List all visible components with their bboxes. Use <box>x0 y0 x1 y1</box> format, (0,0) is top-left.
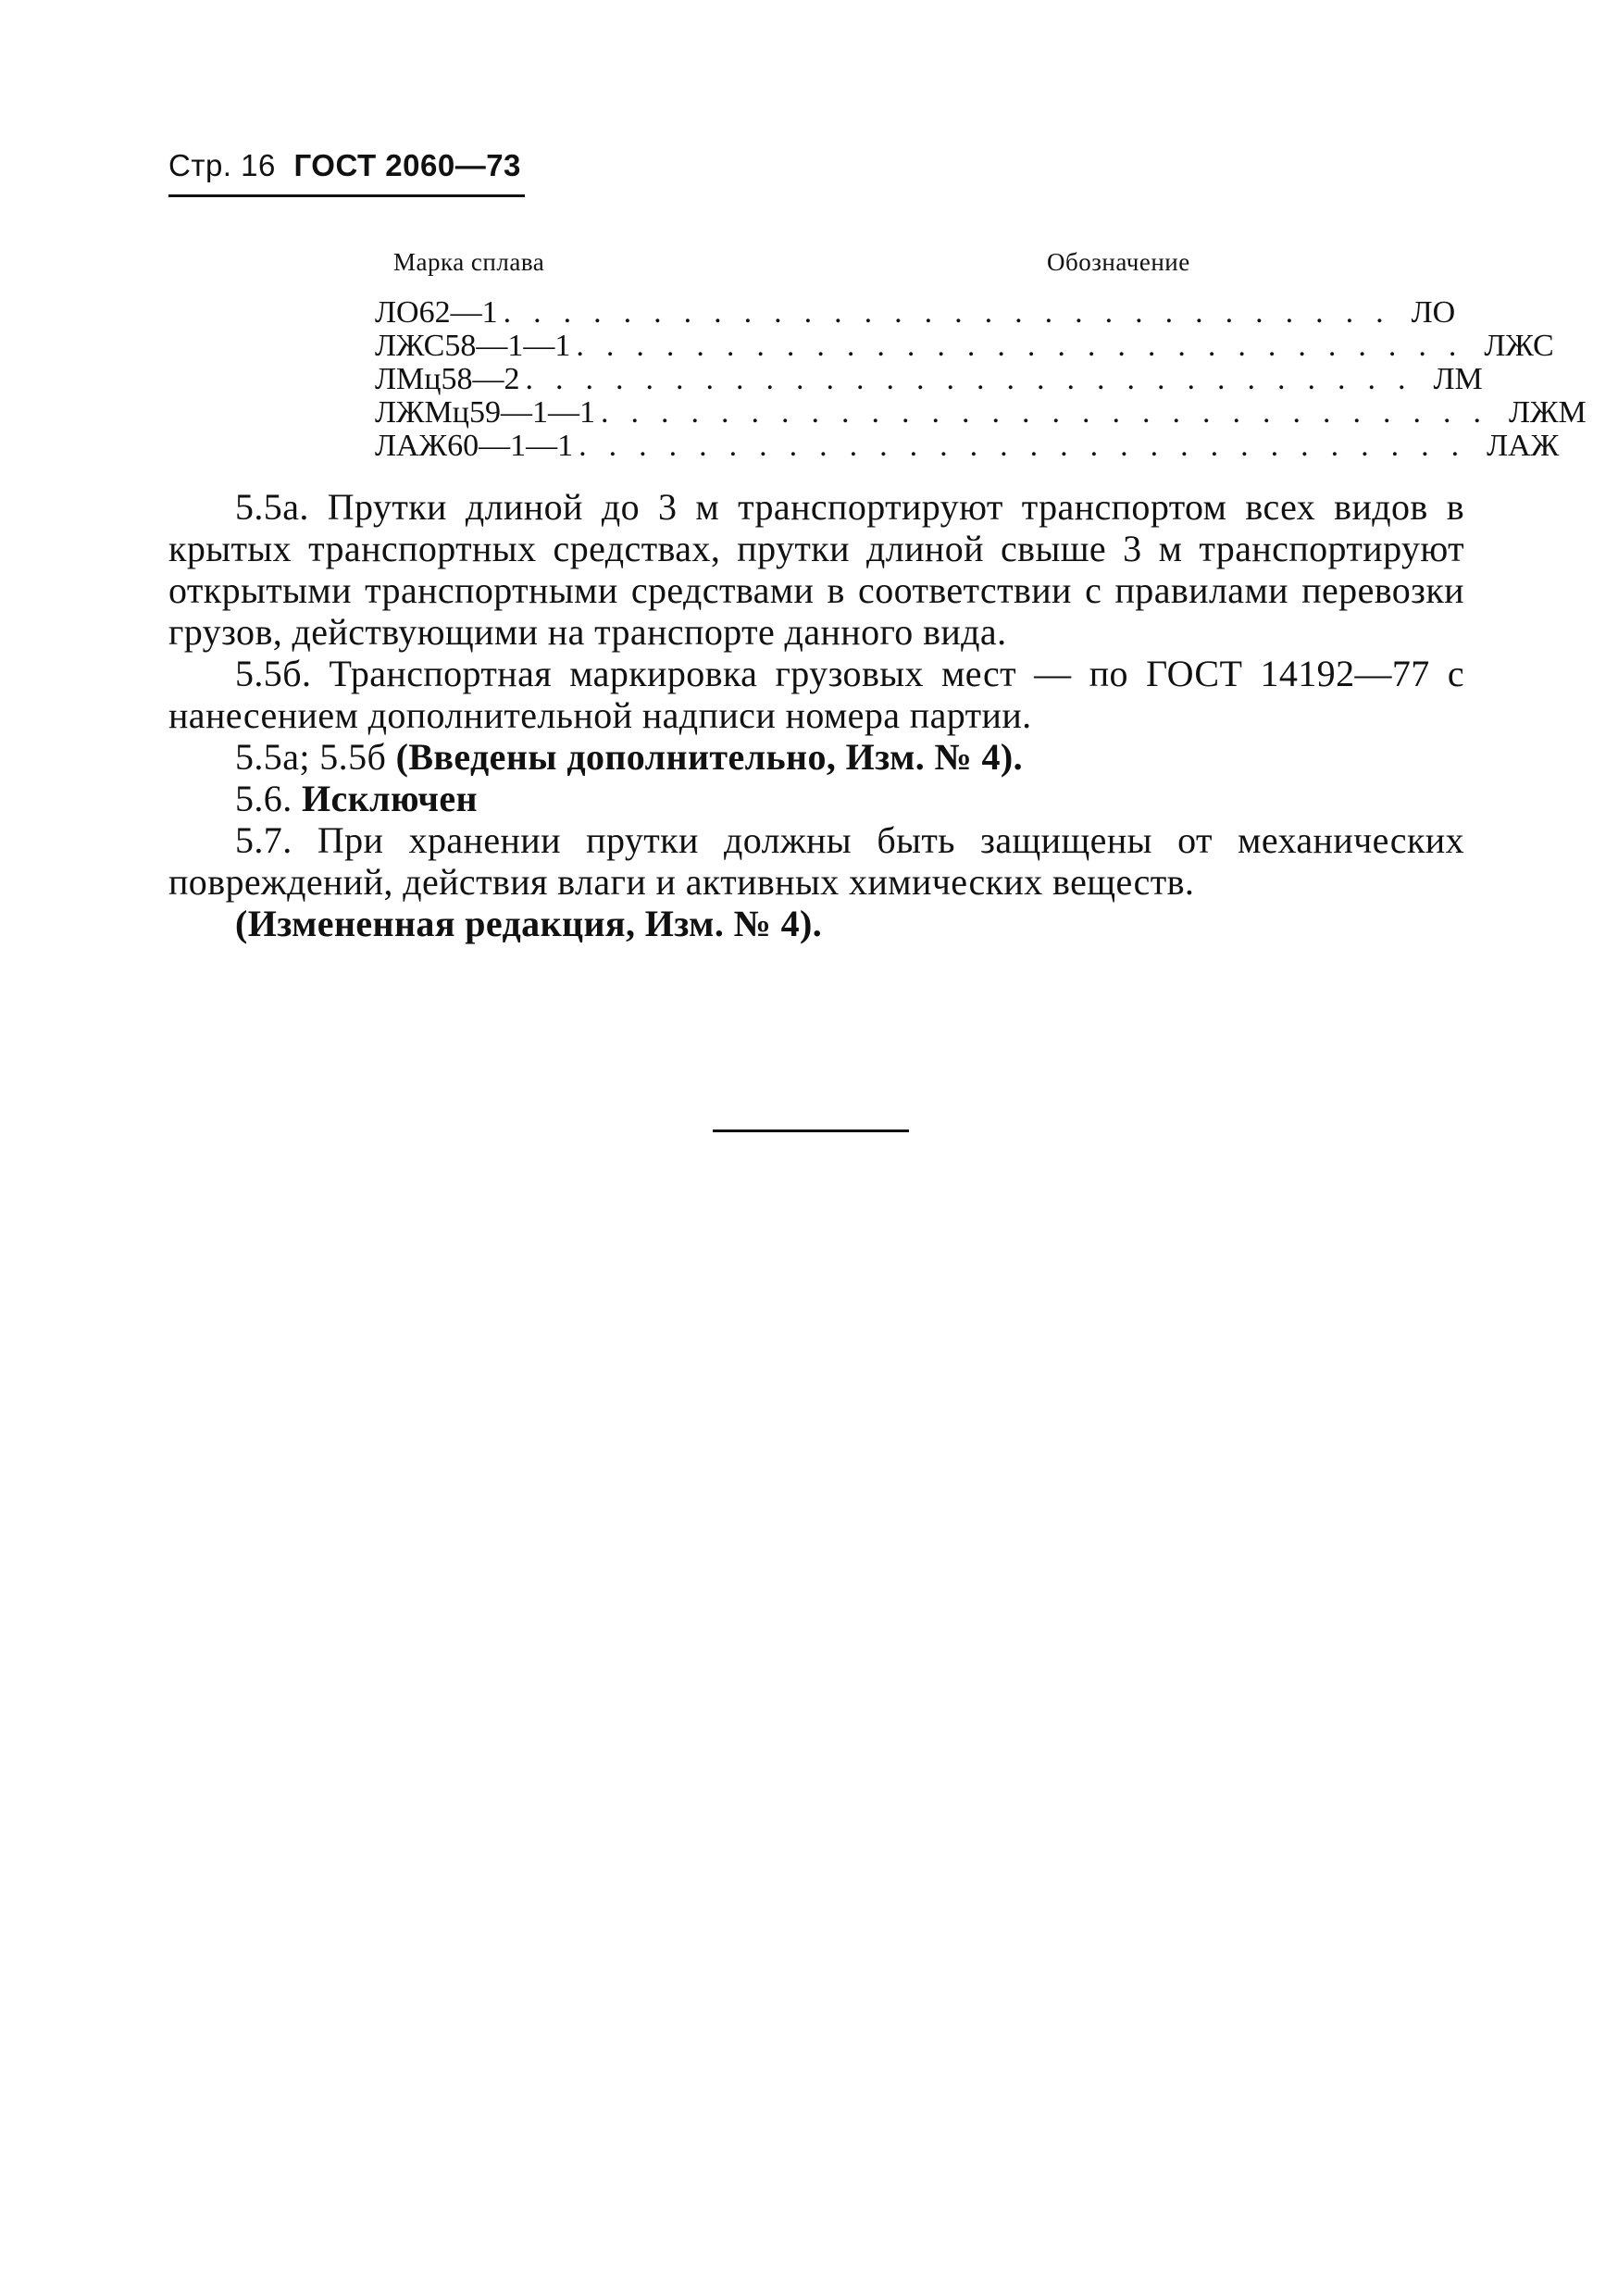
table-row <box>375 395 1587 430</box>
alloy-designation: ЛО <box>1411 295 1456 330</box>
clause-reference: 5.5а; 5.5б <box>235 736 387 778</box>
page-number: Стр. 16 <box>168 148 276 182</box>
page-header <box>168 148 521 183</box>
alloy-grade: ЛЖМц59—1—1 <box>375 395 595 430</box>
dot-leader: .............................. <box>579 429 1482 463</box>
revision-note: (Измененная редакция, Изм. № 4). <box>235 903 823 944</box>
alloy-grade: ЛЖС58—1—1 <box>375 329 571 363</box>
table-row <box>375 429 1560 463</box>
alloy-designation: ЛМ <box>1433 362 1483 396</box>
dot-leader: .............................. <box>576 329 1479 363</box>
standard-number: ГОСТ 2060—73 <box>293 148 521 182</box>
document-body <box>168 486 1464 944</box>
paragraph-5-5a-5-5b-note <box>168 736 1464 778</box>
table-row <box>375 295 1456 330</box>
paragraph-5-5b: 5.5б. Транспортная маркировка грузовых мест — по ГОСТ 14192—77 с нанесением дополнительной надписи номера партии. <box>168 653 1464 736</box>
alloy-grade: ЛМц58—2 <box>375 362 520 396</box>
end-divider <box>713 1129 909 1132</box>
paragraph-5-7: 5.7. При хранении прутки должны быть защищены от механических повреждений, действия влаги и активных химических веществ. <box>168 819 1464 903</box>
table-row <box>375 362 1483 396</box>
alloy-grade-column-header: Марка сплава <box>393 248 545 276</box>
dot-leader: .............................. <box>525 362 1428 396</box>
alloy-designation: ЛЖС <box>1484 329 1554 363</box>
paragraph-5-5a: 5.5а. Прутки длиной до 3 м транспортируют транспортом всех видов в крытых транспортных средствах, прутки длиной свыше 3 м транспортируют открытыми транспортными средствами в соответствии с правилами перевозки грузов, действующими на транспорте данного вида. <box>168 486 1464 653</box>
amendment-note: (Введены дополнительно, Изм. № 4). <box>395 736 1024 778</box>
clause-number: 5.6. <box>235 778 292 819</box>
excluded-note: Исключен <box>302 778 478 819</box>
dot-leader: .............................. <box>600 395 1503 430</box>
alloy-designation: ЛЖМ <box>1508 395 1587 430</box>
alloy-grade: ЛАЖ60—1—1 <box>375 429 574 463</box>
designation-column-header: Обозначение <box>1047 248 1190 276</box>
paragraph-5-6 <box>168 778 1464 819</box>
alloy-designation-table <box>375 295 1587 463</box>
dot-leader: .............................. <box>503 295 1406 330</box>
alloy-grade: ЛО62—1 <box>375 295 498 330</box>
table-row <box>375 329 1554 363</box>
header-underline <box>168 194 525 197</box>
alloy-designation: ЛАЖ <box>1487 429 1560 463</box>
